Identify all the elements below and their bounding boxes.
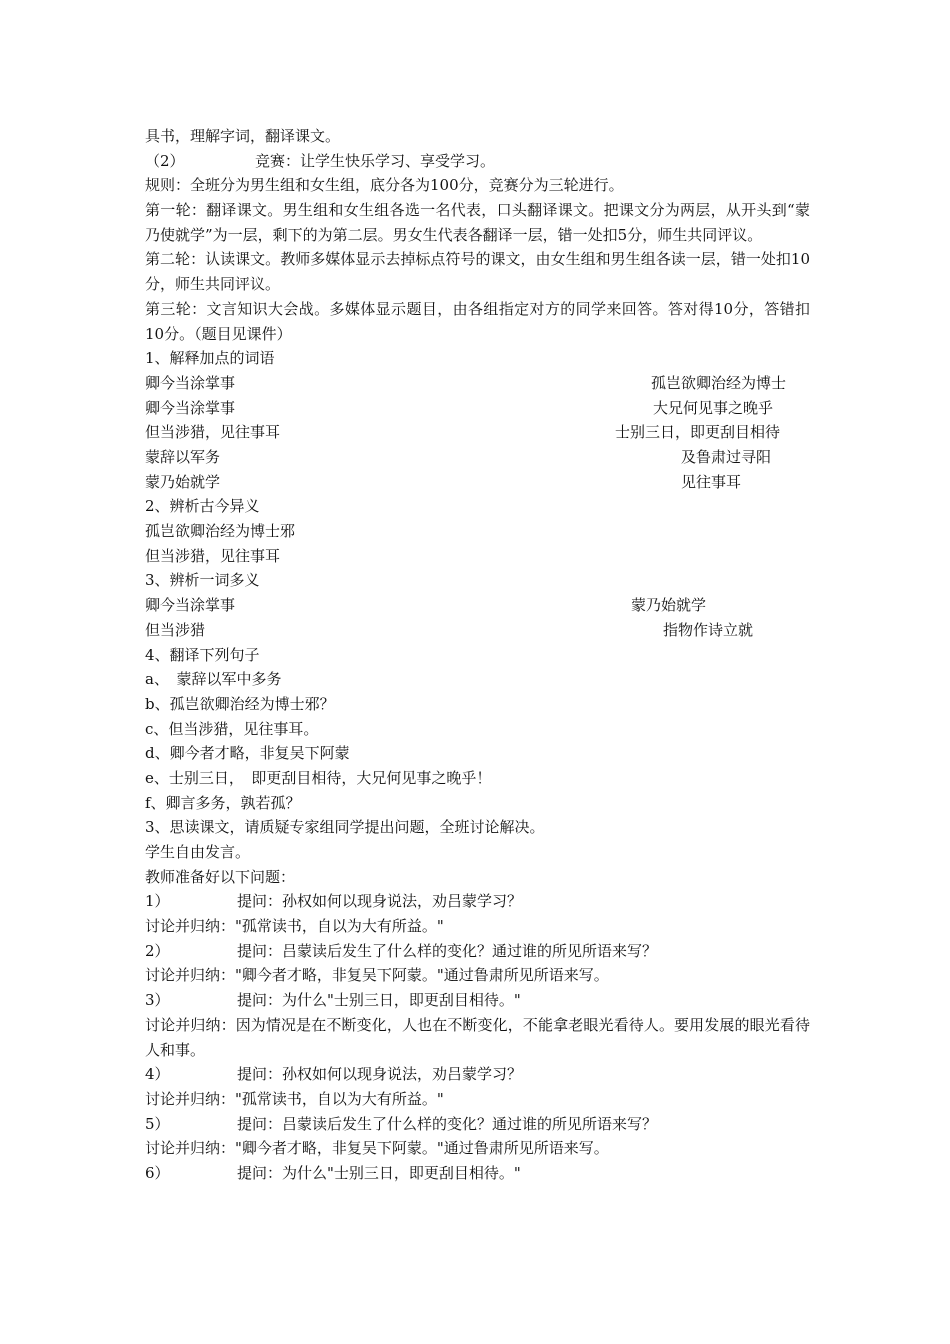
- question-text: 提问：孙权如何以现身说法，劝吕蒙学习？: [237, 892, 523, 911]
- two-column-row: [145, 420, 810, 445]
- text-line: 具书，理解字词，翻译课文。: [145, 127, 341, 145]
- question-text: 提问：为什么"士别三日，即更刮目相待。": [237, 1164, 521, 1182]
- answer-paragraph: 讨论并归纳：因为情况是在不断变化，人也在不断变化，不能拿老眼光看待人。要用发展的眼光看待人和事。: [145, 1015, 810, 1059]
- list-item: c、但当涉猎，见往事耳。: [145, 719, 319, 738]
- left-phrase: 蒙辞以军务: [145, 448, 221, 467]
- left-phrase: 卿今当涂掌事: [145, 373, 236, 392]
- text-line: [145, 149, 810, 174]
- right-phrase: 孤岂欲卿治经为博士: [651, 373, 787, 392]
- document-body: [145, 124, 810, 1186]
- answer-line: 讨论并归纳："孤常读书，自以为大有所益。": [145, 1089, 444, 1108]
- right-phrase: 士别三日，即更刮目相待: [615, 423, 781, 442]
- question-line: [145, 1062, 810, 1087]
- list-item: d、卿今者才略，非复吴下阿蒙: [145, 744, 350, 763]
- right-phrase: 大兄何见事之晚乎: [653, 398, 774, 417]
- question-line: [145, 889, 810, 914]
- left-phrase: 卿今当涂掌事: [145, 398, 236, 417]
- list-item: e、士别三日， 即更刮目相待，大兄何见事之晚乎！: [145, 768, 492, 787]
- item-text: 竞赛：让学生快乐学习、享受学习。: [255, 151, 496, 170]
- text-line: 学生自由发言。: [145, 843, 251, 862]
- question-line: [145, 988, 810, 1013]
- answer-line: 讨论并归纳："孤常读书，自以为大有所益。": [145, 917, 444, 936]
- answer-line: 讨论并归纳："卿今者才略，非复吴下阿蒙。"通过鲁肃所见所语来写。: [145, 1139, 609, 1158]
- text-line: 教师准备好以下问题：: [145, 867, 296, 886]
- list-item: 孤岂欲卿治经为博士邪: [145, 522, 296, 541]
- list-item: a、 蒙辞以军中多务: [145, 670, 282, 689]
- left-phrase: 蒙乃始就学: [145, 472, 221, 491]
- two-column-row: [145, 470, 810, 495]
- question-number: 2）: [145, 941, 170, 960]
- item-number: （2）: [145, 151, 185, 170]
- two-column-row: [145, 618, 810, 643]
- question-text: 提问：吕蒙读后发生了什么样的变化？通过谁的所见所语来写？: [237, 941, 658, 960]
- rules-line: 规则：全班分为男生组和女生组，底分各为100分，竞赛分为三轮进行。: [145, 176, 624, 195]
- question-text: 提问：孙权如何以现身说法，劝吕蒙学习？: [237, 1065, 523, 1084]
- right-phrase: 蒙乃始就学: [631, 596, 707, 615]
- question-number: 4）: [145, 1065, 170, 1084]
- question-number: 5）: [145, 1114, 170, 1133]
- list-item: f、卿言多务，孰若孤？: [145, 793, 301, 812]
- question-line: [145, 939, 810, 964]
- list-item: 但当涉猎，见往事耳: [145, 546, 281, 565]
- question-title: 1、解释加点的词语: [145, 349, 275, 368]
- right-phrase: 指物作诗立就: [663, 620, 754, 639]
- question-number: 1）: [145, 892, 170, 911]
- question-line: [145, 1112, 810, 1137]
- step-title: 3、思读课文，请质疑专家组同学提出问题，全班讨论解决。: [145, 818, 545, 837]
- question-line: [145, 1161, 810, 1186]
- round-one-paragraph: 第一轮：翻译课文。男生组和女生组各选一名代表，口头翻译课文。把课文分为两层，从开头到“蒙乃使就学”为一层，剩下的为第二层。男女生代表各翻译一层，错一处扣5分，师生共同评议。: [145, 201, 810, 244]
- question-number: 3）: [145, 991, 170, 1010]
- left-phrase: 但当涉猎: [145, 620, 206, 639]
- question-text: 提问：吕蒙读后发生了什么样的变化？通过谁的所见所语来写？: [237, 1114, 658, 1133]
- right-phrase: 见往事耳: [681, 472, 742, 491]
- question-title: 3、辨析一词多义: [145, 571, 260, 590]
- list-item: b、孤岂欲卿治经为博士邪？: [145, 694, 335, 713]
- round-three-paragraph: 第三轮：文言知识大会战。多媒体显示题目，由各组指定对方的同学来回答。答对得10分，答错扣10分。（题目见课件）: [145, 299, 810, 343]
- round-two-paragraph: 第二轮：认读课文。教师多媒体显示去掉标点符号的课文，由女生组和男生组各读一层，错一处扣10分，师生共同评议。: [145, 250, 810, 294]
- two-column-row: [145, 371, 810, 396]
- answer-line: 讨论并归纳："卿今者才略，非复吴下阿蒙。"通过鲁肃所见所语来写。: [145, 966, 609, 985]
- two-column-row: [145, 445, 810, 470]
- left-phrase: 卿今当涂掌事: [145, 596, 236, 615]
- question-title: 2、辨析古今异义: [145, 497, 260, 516]
- question-title: 4、翻译下列句子: [145, 645, 260, 664]
- question-text: 提问：为什么"士别三日，即更刮目相待。": [237, 991, 521, 1010]
- two-column-row: [145, 593, 810, 618]
- question-number: 6）: [145, 1164, 170, 1182]
- right-phrase: 及鲁肃过寻阳: [681, 448, 772, 467]
- left-phrase: 但当涉猎，见往事耳: [145, 423, 281, 442]
- two-column-row: [145, 396, 810, 421]
